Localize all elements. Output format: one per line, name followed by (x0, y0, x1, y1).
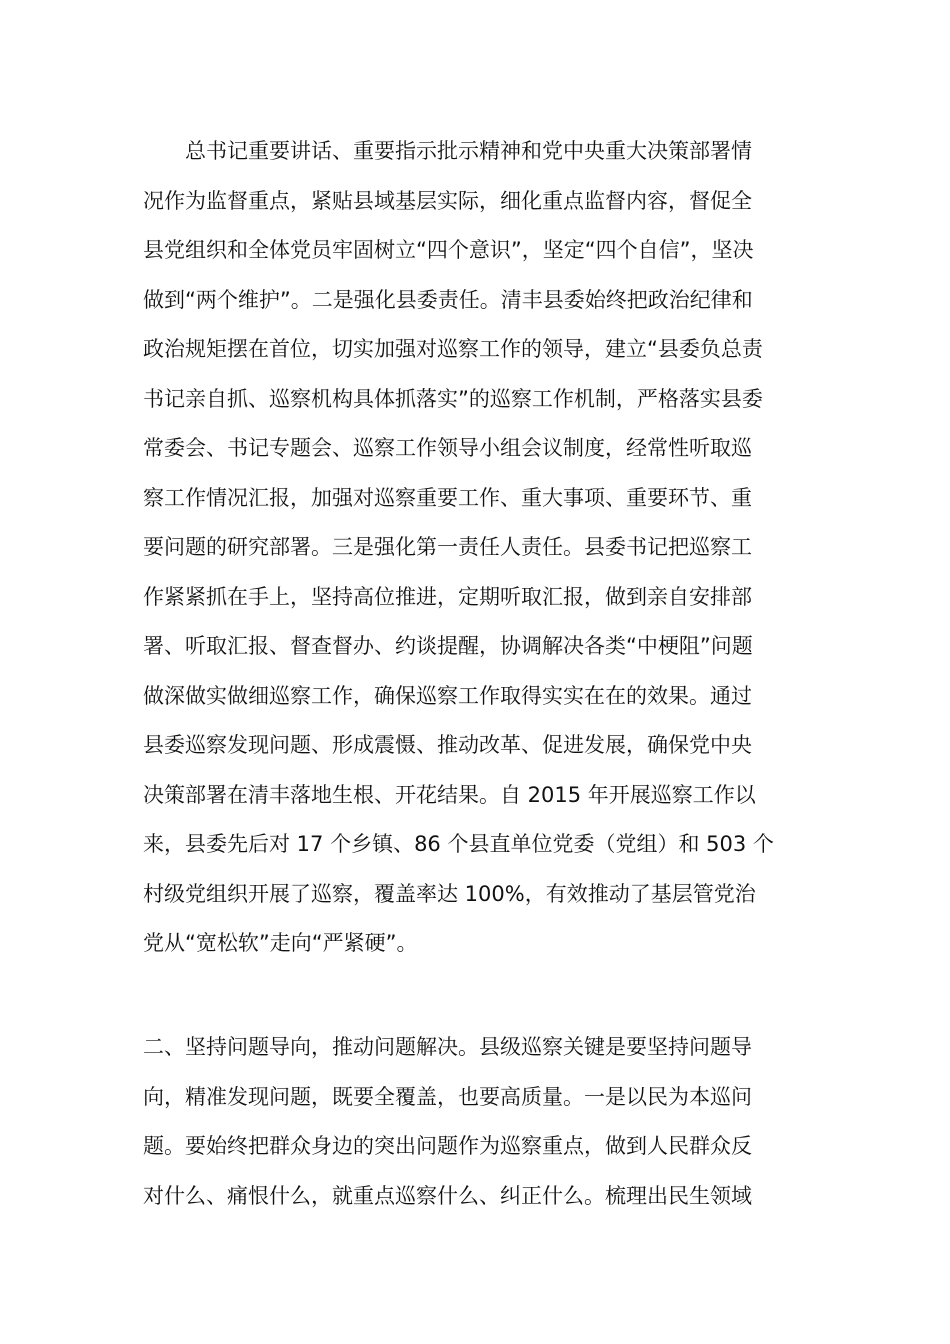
body-paragraph-2 (143, 1023, 808, 1221)
section-heading-line: 二、坚持问题导向，推动问题解决。县级巡察关键是要坚持问题导 (143, 1035, 752, 1059)
text-line: 做深做实做细巡察工作，确保巡察工作取得实实在在的效果。通过 (143, 683, 752, 708)
text-line: 题。要始终把群众身边的突出问题作为巡察重点，做到人民群众反 (143, 1134, 752, 1158)
text-line: 政治规矩摆在首位，切实加强对巡察工作的领导，建立“县委负总责 (143, 337, 763, 361)
text-line: 做到“两个维护”。二是强化县委责任。清丰县委始终把政治纪律和 (143, 287, 753, 312)
text-line: 署、听取汇报、督查督办、约谈提醒，协调解决各类“中梗阻”问题 (143, 634, 753, 658)
text-line: 常委会、书记专题会、巡察工作领导小组会议制度，经常性听取巡 (143, 436, 752, 460)
text-line: 况作为监督重点，紧贴县域基层实际，细化重点监督内容，督促全 (143, 188, 752, 213)
text-line: 决策部署在清丰落地生根、开花结果。自 2015 年开展巡察工作以 (143, 782, 756, 807)
body-paragraph-1 (143, 127, 808, 969)
text-line: 察工作情况汇报，加强对巡察重要工作、重大事项、重要环节、重 (143, 485, 752, 510)
text-line: 党从“宽松软”走向“严紧硬”。 (143, 931, 418, 955)
text-line: 总书记重要讲话、重要指示批示精神和党中央重大决策部署情 (143, 139, 752, 163)
text-line: 向，精准发现问题，既要全覆盖，也要高质量。一是以民为本巡问 (143, 1084, 752, 1109)
text-line: 县委巡察发现问题、形成震慑、推动改革、促进发展，确保党中央 (143, 733, 752, 757)
text-line: 对什么、痛恨什么，就重点巡察什么、纠正什么。梳理出民生领域 (143, 1183, 752, 1208)
text-line: 县党组织和全体党员牢固树立“四个意识”，坚定“四个自信”，坚决 (143, 238, 754, 262)
text-line: 书记亲自抓、巡察机构具体抓落实”的巡察工作机制，严格落实县委 (143, 386, 763, 411)
text-line: 要问题的研究部署。三是强化第一责任人责任。县委书记把巡察工 (143, 535, 752, 559)
text-line: 村级党组织开展了巡察，覆盖率达 100%，有效推动了基层管党治 (143, 881, 756, 906)
text-line: 作紧紧抓在手上，坚持高位推进，定期听取汇报，做到亲自安排部 (143, 584, 752, 609)
text-line: 来，县委先后对 17 个乡镇、86 个县直单位党委（党组）和 503 个 (143, 832, 774, 856)
